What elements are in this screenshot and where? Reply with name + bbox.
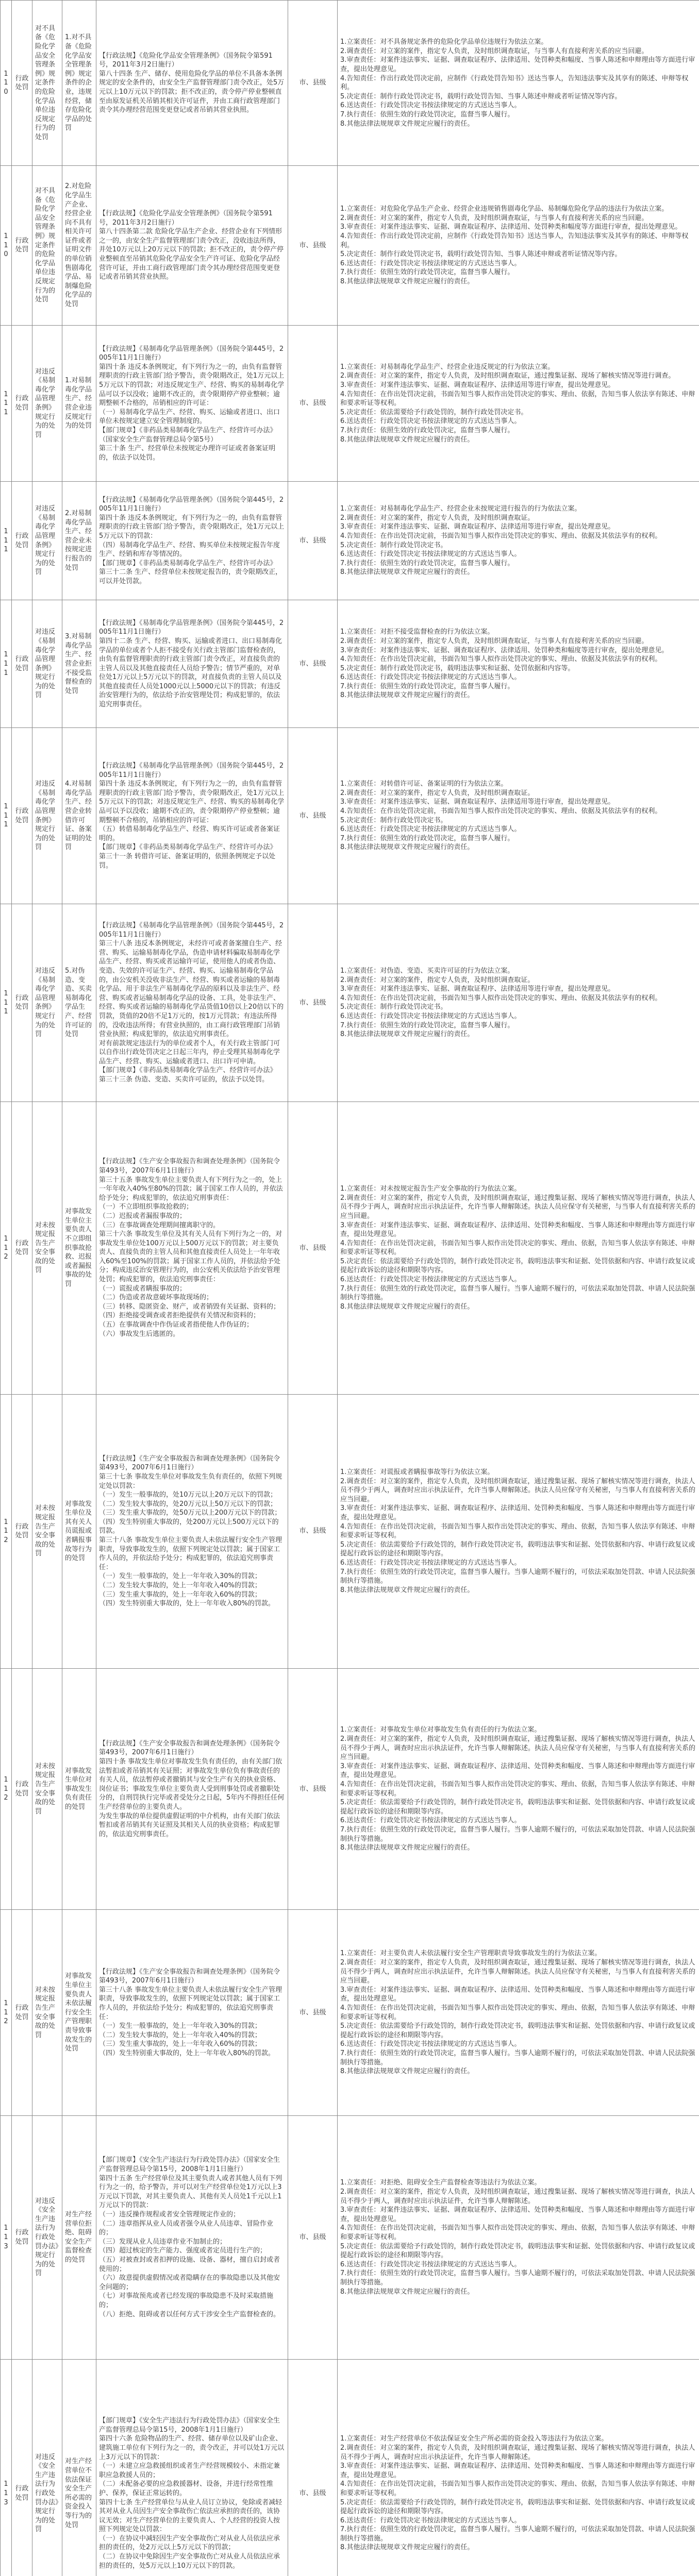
cell-duty: 1.立案责任：对易制毒化学品生产、经营企业未按规定进行报告的行为依法立案。 2.调查责任：对立案的案件，指定专人负责，及时组织调查取证。 3.审查责任：对案件违法事实、证据、调查取证程序、法律适用等进行审查，提出处理意见。 4.告知责任：在作出处罚决定前，书面告知当事人拟作出处罚决定的事实、理由、依据及其依法享有的权利。 5.决定责任：制作行政处罚决定书。 6.送达责任：行政处罚决定书按法律规定的方式送达当事人。 7.执行责任：依照生效的行政处罚决定，监督当事人履行。 8.其他法律法规规章文件规定应履行的责任。 — [338, 482, 699, 600]
cell-kind: 行政处罚 — [12, 1101, 32, 1394]
cell-sub: 对事故发生单位主要负责人不立即组织事故抢救、迟报或者漏报事故的处罚 — [62, 1101, 96, 1394]
cell-item: 对违反《易制毒化学品管理条例》规定行为的处罚 — [32, 904, 62, 1101]
cell-item: 对不具备《危险化学品安全管理条例》规定条件的危险化学品单位违反规定行为的处罚 — [32, 166, 62, 325]
cell-sub: 4.对易制毒化学品生产、经营企业转借许可证、备案证明的处罚 — [62, 728, 96, 904]
cell-basis: 【部门规章】《安全生产违法行为行政处罚办法》（国家安全生产监督管理总局令第15号，2008年1月1日施行） 第四十六条 危险物品的生产、经营、储存单位以及矿山企业、建筑施工单位有下列行为之一的，责令改正，并可以处1万元以上3万元以下的罚款： （一）未建立应急救援组织或者生产经营规模较小、未指定兼职应急救援人员的； （二）未配备必要的应急救援器材、设备，并进行经常性维护、保养，保证正常运转的。 第四十七条 生产经营单位与从业人员订立协议，免除或者减轻其对从业人员因生产安全事故伤亡依法应承担的责任的，该协议无效；对生产经营单位的主要负责人、个人经营的投资人按照下列规定处以罚款： （一）在协议中减轻因生产安全事故伤亡对从业人员依法应承担的责任的，处2万元以上5万元以下的罚款； （二）在协议中免除因生产安全事故伤亡对从业人员依法应承担的责任的，处5万元以上10万元以下的罚款。 — [96, 2359, 288, 2576]
cell-level: 市、县级 — [288, 600, 338, 727]
table-body — [1, 1, 699, 2576]
cell-level: 市、县级 — [288, 1101, 338, 1394]
cell-item: 对未按规定报告生产安全事故的处罚 — [32, 1101, 62, 1394]
cell-kind: 行政处罚 — [12, 1394, 32, 1668]
cell-basis: 【行政法规】《危险化学品安全管理条例》（国务院令第591号，2011年3月2日施行） 第八十四条 生产、储存、使用危险化学品的单位不具备本条例规定的安全条件的，由安全生产监督管理部门责令改正，处5万元以上10万元以下的罚款；拒不改正的，责令停产停业整顿直至由原发证机关吊销其相关许可证件，并由工商行政管理部门责令其办理经营范围变更登记或者吊销其营业执照。 — [96, 1, 288, 166]
cell-duty: 1.立案责任：对未按规定报告生产安全事故的行为依法立案。 2.调查责任：对立案的案件，指定专人负责，及时组织调查取证，通过搜集证据、现场了解核实情况等进行调查，执法人员不得少于两人，调查时应出示执法证件，允许当事人辩解陈述。执法人员应保守有关秘密，与当事人有直接利害关系的应当回避。 3.审查责任：对案件违法事实、证据、调查取证程序、法律适用、处罚种类和幅度、当事人陈述和申辩理由等方面进行审查，提出处理意见。 4.告知责任：在作出处罚决定前，书面告知当事人拟作出处罚决定的事实、理由、依据，告知当事人依法享有陈述、申辩和要求听证等权利。 5.决定责任：依法需要给予行政处罚的，制作行政处罚决定书，载明违法事实和证据、处罚依据和内容、申请行政复议或提起行政诉讼的途径和期限等内容。 6.送达责任：行政处罚决定书按法律规定的方式送达当事人。 7.执行责任：依照生效的行政处罚决定，监督当事人履行。当事人逾期不履行的，可依法采取加处罚款、申请人民法院强制执行等措施。 8.其他法律法规规章文件规定应履行的责任。 — [338, 1101, 699, 1394]
cell-kind: 行政处罚 — [12, 2359, 32, 2576]
cell-sub: 对事故发生单位及其有关人员谎报或者瞒报事故等行为的处罚 — [62, 1394, 96, 1668]
cell-kind: 行政处罚 — [12, 325, 32, 482]
cell-sub: 对事故发生单位对事故发生负有责任的处罚 — [62, 1668, 96, 1909]
table-row — [1, 2115, 699, 2359]
cell-level: 市、县级 — [288, 904, 338, 1101]
cell-sub: 1.对不具备《危险化学品安全管理条例》规定条件的企业，违规经营，储存危险化学品的处罚 — [62, 1, 96, 166]
cell-basis: 【部门规章】《安全生产违法行为行政处罚办法》（国家安全生产监督管理总局令第15号，2008年1月1日施行） 第四十五条 生产经营单位及其主要负责人或者其他人员有下列行为之一的，给予警告，并可以对生产经营单位处1万元以上3万元以下罚款，对其主要负责人、其他有关人员处1千元以上1万元以下的罚款： （一）违反操作规程或者安全管理规定作业的； （二）违章指挥从业人员或者强令从业人员违章、冒险作业的； （三）发现从业人员违章作业不加制止的； （四）超过核定的生产能力、强度或者定员进行生产的； （五）对被查封或者扣押的设施、设备、器材，擅自启封或者使用的； （六）故意提供虚假情况或者隐瞒存在的事故隐患以及其他安全问题的； （七）对事故预兆或者已经发现的事故隐患不及时采取措施的； （八）拒绝、阻碍或者以任何方式干涉安全生产监督检查的。 — [96, 2115, 288, 2359]
table-row — [1, 325, 699, 482]
cell-basis: 【行政法规】《生产安全事故报告和调查处理条例》（国务院令第493号，2007年6月1日施行） 第三十七条 事故发生单位对事故发生负有责任的，依照下列规定处以罚款： （一）发生一般事故的，处10万元以上20万元以下的罚款； （二）发生较大事故的，处20万元以上50万元以下的罚款； （三）发生重大事故的，处50万元以上200万元以下的罚款； （四）发生特别重大事故的，处200万元以上500万元以下的罚款。 第三十八条 事故发生单位主要负责人未依法履行安全生产管理职责，导致事故发生的，依照下列规定处以罚款；属于国家工作人员的，并依法给予处分；构成犯罪的，依法追究刑事责任： （一）发生一般事故的，处上一年年收入30%的罚款； （二）发生较大事故的，处上一年年收入40%的罚款； （三）发生重大事故的，处上一年年收入60%的罚款； （四）发生特别重大事故的，处上一年年收入80%的罚款。 — [96, 1394, 288, 1668]
cell-seq: 113 — [1, 2115, 12, 2359]
cell-kind: 行政处罚 — [12, 728, 32, 904]
cell-kind: 行政处罚 — [12, 1910, 32, 2116]
cell-basis: 【行政法规】《易制毒化学品管理条例》（国务院令第445号，2005年11月1日施行） 第四十条 违反本条例规定，有下列行为之一的，由负有监督管理职责的行政主管部门给予警告，责令限期改正，处1万元以上5万元以下的罚款： （四）易制毒化学品生产、经营、购买单位未按规定报告年度生产、经销和库存等情况的。 【部门规章】《非药品类易制毒化学品生产、经营许可办法》 第三十二条 生产、经营单位未按规定报告的，责令限期改正，可以并处罚款。 — [96, 482, 288, 600]
cell-seq: 110 — [1, 166, 12, 325]
cell-kind: 行政处罚 — [12, 904, 32, 1101]
table-row — [1, 1394, 699, 1668]
table-row — [1, 600, 699, 727]
cell-kind: 行政处罚 — [12, 1, 32, 166]
cell-seq: 111 — [1, 325, 12, 482]
cell-item: 对违反《易制毒化学品管理条例》规定行为的处罚 — [32, 600, 62, 727]
table-row — [1, 1910, 699, 2116]
cell-level: 市、县级 — [288, 1394, 338, 1668]
cell-duty: 1.立案责任：对拒绝、阻碍安全生产监督检查等违法行为依法立案。 2.调查责任：对立案的案件，指定专人负责，及时组织调查取证，通过搜集证据、现场了解核实情况等进行调查，执法人员不得少于两人，调查时应出示执法证件，允许当事人辩解陈述。 3.审查责任：对案件违法事实、证据、调查取证程序、法律适用、处罚种类和幅度、当事人陈述和申辩理由等方面进行审查，提出处理意见。 4.告知责任：在作出处罚决定前，书面告知当事人拟作出处罚决定的事实、理由、依据，告知当事人依法享有陈述、申辩和要求听证等权利。 5.决定责任：依法需要给予行政处罚的，制作行政处罚决定书，载明违法事实和证据、处罚依据和内容、申请行政复议或提起行政诉讼的途径和期限等内容。 6.送达责任：行政处罚决定书按法律规定的方式送达当事人。 7.执行责任：依照生效的行政处罚决定，监督当事人履行。当事人逾期不履行的，可依法采取加处罚款、申请人民法院强制执行等措施。 8.其他法律法规规章文件规定应履行的责任。 — [338, 2115, 699, 2359]
cell-basis: 【行政法规】《易制毒化学品管理条例》（国务院令第445号，2005年11月1日施行） 第四十条 违反本条例规定，有下列行为之一的，由负有监督管理职责的行政主管部门给予警告，责令限期改正，处1万元以上5万元以下的罚款；对违反规定生产、经营、购买的易制毒化学品可以予以没收；逾期不改正的，责令限期停产停业整顿；逾期整顿不合格的，吊销相应的许可证： （一）易制毒化学品生产、经营、购买、运输或者进口、出口单位未按规定建立安全管理制度的。 【部门规章】《非药品类易制毒化学品生产、经营许可办法》（国家安全生产监督管理总局令第5号） 第三十条 生产、经营单位未按规定办理许可证或者备案证明的，依法予以处罚。 — [96, 325, 288, 482]
cell-level: 市、县级 — [288, 2115, 338, 2359]
cell-duty: 1.立案责任：对转借许可证、备案证明的行为依法立案。 2.调查责任：对立案的案件，指定专人负责，及时组织调查取证。 3.审查责任：对案件违法事实、证据、调查取证程序、法律适用等进行审查，提出处理意见。 4.告知责任：在作出处罚决定前，书面告知当事人拟作出处罚决定的事实、理由、依据及其依法享有的权利。 5.决定责任：制作行政处罚决定书。 6.送达责任：行政处罚决定书按法律规定的方式送达当事人。 7.执行责任：依照生效的行政处罚决定，监督当事人履行。 8.其他法律法规规章文件规定应履行的责任。 — [338, 728, 699, 904]
cell-item: 对违反《安全生产违法行为行政处罚办法》规定行为的处罚 — [32, 2115, 62, 2359]
cell-seq: 111 — [1, 904, 12, 1101]
cell-level: 市、县级 — [288, 482, 338, 600]
cell-duty: 1.立案责任：对拒不接受监督检查的行为依法立案。 2.调查责任：对立案的案件，指定专人负责，及时组织调查取证，与当事人有直接利害关系的应当回避。 3.审查责任：对案件违法事实、证据、调查取证程序、法律适用、处罚种类和幅度等进行审查，提出处理意见。 4.告知责任：在作出处罚决定前，书面告知当事人拟作出处罚决定的事实、理由、依据及其依法享有的权利。 5.决定责任：制作行政处罚决定书，载明违法事实和证据、处罚依据和内容等。 6.送达责任：行政处罚决定书按法律规定的方式送达当事人。 7.执行责任：依照生效的行政处罚决定，监督当事人履行。 8.其他法律法规规章文件规定应履行的责任。 — [338, 600, 699, 727]
table-row — [1, 2359, 699, 2576]
cell-basis: 【行政法规】《易制毒化学品管理条例》（国务院令第445号，2005年11月1日施行） 第四十二条 生产、经营、购买、运输或者进口、出口易制毒化学品的单位或者个人拒不接受有关行政主管部门监督检查的，由负有监督管理职责的行政主管部门责令改正，对直接负责的主管人员以及其他直接责任人员给予警告；情节严重的，对单位处1万元以上5万元以下的罚款，对直接负责的主管人员以及其他直接责任人员处1000元以上5000元以下的罚款；有违反治安管理行为的，依法给予治安管理处罚；构成犯罪的，依法追究刑事责任。 — [96, 600, 288, 727]
cell-duty: 1.立案责任：对谎报或者瞒报事故等行为依法立案。 2.调查责任：对立案的案件，指定专人负责，及时组织调查取证，通过搜集证据、现场了解核实情况等进行调查，执法人员不得少于两人，调查时应出示执法证件，允许当事人辩解陈述。执法人员应保守有关秘密，与当事人有直接利害关系的应当回避。 3.审查责任：对案件违法事实、证据、调查取证程序、法律适用、处罚种类和幅度、当事人陈述和申辩理由等方面进行审查，提出处理意见。 4.告知责任：在作出处罚决定前，书面告知当事人拟作出处罚决定的事实、理由、依据，告知当事人依法享有陈述、申辩和要求听证等权利。 5.决定责任：依法需要给予行政处罚的，制作行政处罚决定书，载明违法事实和证据、处罚依据和内容、申请行政复议或提起行政诉讼的途径和期限等内容。 6.送达责任：行政处罚决定书按法律规定的方式送达当事人。 7.执行责任：依照生效的行政处罚决定，监督当事人履行。当事人逾期不履行的，可依法采取加处罚款、申请人民法院强制执行等措施。 8.其他法律法规规章文件规定应履行的责任。 — [338, 1394, 699, 1668]
table-row — [1, 904, 699, 1101]
table-row — [1, 1, 699, 166]
cell-seq: 113 — [1, 2359, 12, 2576]
cell-item: 对未按规定报告生产安全事故的处罚 — [32, 1668, 62, 1909]
cell-seq: 111 — [1, 728, 12, 904]
table-row — [1, 1101, 699, 1394]
cell-level: 市、县级 — [288, 166, 338, 325]
cell-basis: 【行政法规】《危险化学品安全管理条例》（国务院令第591号，2011年3月2日施行） 第八十四条第二款 危险化学品生产企业、经营企业有下列情形之一的，由安全生产监督管理部门责令改正，没收违法所得，并处10万元以上20万元以下的罚款；拒不改正的，责令停产停业整顿直至吊销其危险化学品安全生产许可证、危险化学品经营许可证，并由工商行政管理部门责令其办理经营范围变更登记或者吊销其营业执照。 — [96, 166, 288, 325]
cell-kind: 行政处罚 — [12, 1668, 32, 1909]
cell-item: 对违反《易制毒化学品管理条例》规定行为的处罚 — [32, 325, 62, 482]
cell-sub: 2.对易制毒化学品生产、经营企业未按规定进行报告的处罚 — [62, 482, 96, 600]
cell-basis: 【行政法规】《易制毒化学品管理条例》（国务院令第445号，2005年11月1日施行） 第四十条 违反本条例规定，有下列行为之一的，由负有监督管理职责的行政主管部门给予警告，责令限期改正，处1万元以上5万元以下的罚款；对违反规定生产、经营、购买的易制毒化学品可以予以没收；逾期不改正的，责令限期停产停业整顿；逾期整顿不合格的，吊销相应的许可证： （五）转借易制毒化学品生产、经营、购买许可证或者备案证明的。 【部门规章】《非药品类易制毒化学品生产、经营许可办法》 第三十一条 转借许可证、备案证明的，依照条例规定予以处罚。 — [96, 728, 288, 904]
cell-sub: 2.对危险化学品生产企业、经营企业向不具有相关许可证件或者证明文件的单位销售剧毒化学品、易制爆危险化学品的处罚 — [62, 166, 96, 325]
cell-duty: 1.立案责任：对易制毒化学品生产、经营企业违反规定的行为依法立案。 2.调查责任：对立案的案件，指定专人负责，及时组织调查取证，通过搜集证据、现场了解核实情况等进行调查。 3.审查责任：对案件违法事实、证据、调查取证程序、法律适用等进行审查，提出处理意见。 4.告知责任：在作出处罚决定前，书面告知当事人拟作出处罚决定的事实、理由、依据，告知当事人依法享有陈述、申辩和要求听证等权利。 5.决定责任：依法需要给予行政处罚的，制作行政处罚决定书。 6.送达责任：行政处罚决定书按法律规定的方式送达当事人。 7.执行责任：依照生效的行政处罚决定，监督当事人履行。 8.其他法律法规规章文件规定应履行的责任。 — [338, 325, 699, 482]
cell-level: 市、县级 — [288, 1668, 338, 1909]
cell-basis: 【行政法规】《生产安全事故报告和调查处理条例》（国务院令第493号，2007年6月1日施行） 第三十八条 事故发生单位主要负责人未依法履行安全生产管理职责，导致事故发生的，依照下列规定处以罚款；属于国家工作人员的，并依法给予处分；构成犯罪的，依法追究刑事责任： （一）发生一般事故的，处上一年年收入30%的罚款； （二）发生较大事故的，处上一年年收入40%的罚款； （三）发生重大事故的，处上一年年收入60%的罚款； （四）发生特别重大事故的，处上一年年收入80%的罚款。 — [96, 1910, 288, 2116]
table-row — [1, 482, 699, 600]
cell-item: 对违反《易制毒化学品管理条例》规定行为的处罚 — [32, 482, 62, 600]
cell-sub: 对生产经营单位不依法保证安全生产所必需的资金投入等行为的处罚 — [62, 2359, 96, 2576]
cell-level: 市、县级 — [288, 728, 338, 904]
cell-seq: 111 — [1, 600, 12, 727]
cell-kind: 行政处罚 — [12, 2115, 32, 2359]
cell-duty: 1.立案责任：对事故发生单位对事故发生负有责任的行为依法立案。 2.调查责任：对立案的案件，指定专人负责，及时组织调查取证，通过搜集证据、现场了解核实情况等进行调查，执法人员不得少于两人，调查时应出示执法证件，允许当事人辩解陈述。执法人员应保守有关秘密，与当事人有直接利害关系的应当回避。 3.审查责任：对案件违法事实、证据、调查取证程序、法律适用、处罚种类和幅度、当事人陈述和申辩理由等方面进行审查，提出处理意见。 4.告知责任：在作出处罚决定前，书面告知当事人拟作出处罚决定的事实、理由、依据，告知当事人依法享有陈述、申辩和要求听证等权利。 5.决定责任：依法需要给予行政处罚的，制作行政处罚决定书，载明违法事实和证据、处罚依据和内容、申请行政复议或提起行政诉讼的途径和期限等内容。 6.送达责任：行政处罚决定书按法律规定的方式送达当事人。 7.执行责任：依照生效的行政处罚决定，监督当事人履行。当事人逾期不履行的，可依法采取加处罚款、申请人民法院强制执行等措施。 8.其他法律法规规章文件规定应履行的责任。 — [338, 1668, 699, 1909]
cell-duty: 1.立案责任：对主要负责人未依法履行安全生产管理职责导致事故发生的行为依法立案。 2.调查责任：对立案的案件，指定专人负责，及时组织调查取证，通过搜集证据、现场了解核实情况等进行调查，执法人员不得少于两人，调查时应出示执法证件，允许当事人辩解陈述。执法人员应保守有关秘密，与当事人有直接利害关系的应当回避。 3.审查责任：对案件违法事实、证据、调查取证程序、法律适用、处罚种类和幅度、当事人陈述和申辩理由等方面进行审查，提出处理意见。 4.告知责任：在作出处罚决定前，书面告知当事人拟作出处罚决定的事实、理由、依据，告知当事人依法享有陈述、申辩和要求听证等权利。 5.决定责任：依法需要给予行政处罚的，制作行政处罚决定书，载明违法事实和证据、处罚依据和内容、申请行政复议或提起行政诉讼的途径和期限等内容。 6.送达责任：行政处罚决定书按法律规定的方式送达当事人。 7.执行责任：依照生效的行政处罚决定，监督当事人履行。当事人逾期不履行的，可依法采取加处罚款、申请人民法院强制执行等措施。 8.其他法律法规规章文件规定应履行的责任。 — [338, 1910, 699, 2116]
cell-sub: 1.对易制毒化学品生产、经营企业违反规定行为的处罚 — [62, 325, 96, 482]
cell-basis: 【行政法规】《生产安全事故报告和调查处理条例》（国务院令第493号，2007年6月1日施行） 第四十条 事故发生单位对事故发生负有责任的，由有关部门依法暂扣或者吊销其有关证照；对事故发生单位负有事故责任的有关人员，依法暂停或者撤销其与安全生产有关的执业资格、岗位证书；事故发生单位主要负责人受到刑事处罚或者撤职处分的，自刑罚执行完毕或者受处分之日起，5年内不得担任任何生产经营单位的主要负责人。 为发生事故的单位提供虚假证明的中介机构，由有关部门依法暂扣或者吊销其有关证照及其相关人员的执业资格；构成犯罪的，依法追究刑事责任。 — [96, 1668, 288, 1909]
cell-item: 对不具备《危险化学品安全管理条例》规定条件的危险化学品单位违反规定行为的处罚 — [32, 1, 62, 166]
cell-seq: 112 — [1, 1910, 12, 2116]
cell-kind: 行政处罚 — [12, 482, 32, 600]
cell-level: 市、县级 — [288, 1, 338, 166]
cell-item: 对未按规定报告生产安全事故的处罚 — [32, 1910, 62, 2116]
cell-sub: 对生产经营单位拒绝、阻碍安全生产监督检查的处罚 — [62, 2115, 96, 2359]
cell-sub: 5.对伪造、变造、买卖易制毒化学品生产、经营许可证的处罚 — [62, 904, 96, 1101]
cell-kind: 行政处罚 — [12, 600, 32, 727]
cell-item: 对未按规定报告生产安全事故的处罚 — [32, 1394, 62, 1668]
cell-level: 市、县级 — [288, 2359, 338, 2576]
cell-seq: 111 — [1, 482, 12, 600]
cell-seq: 112 — [1, 1668, 12, 1909]
cell-sub: 3.对易制毒化学品生产、经营企业拒不接受监督检查的处罚 — [62, 600, 96, 727]
cell-seq: 112 — [1, 1394, 12, 1668]
cell-item: 对违反《安全生产违法行为行政处罚办法》规定行为的处罚 — [32, 2359, 62, 2576]
cell-kind: 行政处罚 — [12, 166, 32, 325]
cell-basis: 【行政法规】《易制毒化学品管理条例》（国务院令第445号，2005年11月1日施行） 第三十八条 违反本条例规定，未经许可或者备案擅自生产、经营、购买、运输易制毒化学品，伪造申请材料骗取易制毒化学品生产、经营、购买或者运输许可证，使用他人的或者伪造、变造、失效的许可证生产、经营、购买、运输易制毒化学品的，由公安机关没收非法生产、经营、购买或者运输的易制毒化学品、用于非法生产易制毒化学品的原料以及非法生产、经营、购买或者运输易制毒化学品的设备、工具，处非法生产、经营、购买或者运输的易制毒化学品货值10倍以上20倍以下的罚款，货值的20倍不足1万元的，按1万元罚款；有违法所得的，没收违法所得；有营业执照的，由工商行政管理部门吊销营业执照；构成犯罪的，依法追究刑事责任。 对有前款规定违法行为的单位或者个人，有关行政主管部门可以自作出行政处罚决定之日起三年内，停止受理其易制毒化学品生产、经营、购买、运输或者进口、出口许可申请。 【部门规章】《非药品类易制毒化学品生产、经营许可办法》 第三十三条 伪造、变造、买卖许可证的，依法予以处罚。 — [96, 904, 288, 1101]
cell-sub: 对事故发生单位主要负责人未依法履行安全生产管理职责导致事故发生的处罚 — [62, 1910, 96, 2116]
cell-level: 市、县级 — [288, 325, 338, 482]
table-row — [1, 166, 699, 325]
cell-seq: 110 — [1, 1, 12, 166]
table-row — [1, 728, 699, 904]
cell-basis: 【行政法规】《生产安全事故报告和调查处理条例》（国务院令第493号，2007年6月1日施行） 第三十五条 事故发生单位主要负责人有下列行为之一的，处上一年年收入40%至80%的罚款；属于国家工作人员的，并依法给予处分；构成犯罪的，依法追究刑事责任： （一）不立即组织事故抢救的； （二）迟报或者漏报事故的； （三）在事故调查处理期间擅离职守的。 第三十六条 事故发生单位及其有关人员有下列行为之一的，对事故发生单位处100万元以上500万元以下的罚款；对主要负责人、直接负责的主管人员和其他直接责任人员处上一年年收入60%至100%的罚款；属于国家工作人员的，并依法给予处分；构成违反治安管理行为的，由公安机关依法给予治安管理处罚；构成犯罪的，依法追究刑事责任： （一）谎报或者瞒报事故的； （二）伪造或者故意破坏事故现场的； （三）转移、隐匿资金、财产，或者销毁有关证据、资料的； （四）拒绝接受调查或者拒绝提供有关情况和资料的； （五）在事故调查中作伪证或者指使他人作伪证的； （六）事故发生后逃匿的。 — [96, 1101, 288, 1394]
cell-item: 对违反《易制毒化学品管理条例》规定行为的处罚 — [32, 728, 62, 904]
cell-duty: 1.立案责任：对不具备规定条件的危险化学品单位违规行为依法立案。 2.调查责任：对立案的案件，指定专人负责，及时组织调查取证，与当事人有直接利害关系的应当回避。 3.审查责任：对案件违法事实、证据、调查取证程序、法律适用、处罚种类和幅度、当事人陈述和申辩理由等方面进行审查，提出处理意见。 4.告知责任：作出行政处罚决定前，应制作《行政处罚告知书》送达当事人，告知违法事实及其享有的陈述、申辩等权利。 5.决定责任：制作行政处罚决定书，载明行政处罚告知、当事人陈述申辩或者听证情况等内容。 6.送达责任：行政处罚决定书按法律规定的方式送达当事人。 7.执行责任：依照生效的行政处罚决定，监督当事人履行。 8.其他法律法规规章文件规定应履行的责任。 — [338, 1, 699, 166]
cell-duty: 1.立案责任：对危险化学品生产企业、经营企业违规销售剧毒化学品、易制爆危险化学品的违法行为依法立案。 2.调查责任：对立案的案件，指定专人负责，及时组织调查取证，与当事人有直接利害关系的应当回避。 3.审查责任：对案件违法事实、证据、调查取证程序、法律适用、处罚种类和幅度等方面进行审查，提出处理意见。 4.告知责任：作出行政处罚决定前，应制作《行政处罚告知书》送达当事人，告知违法事实及其享有的陈述、申辩等权利。 5.决定责任：制作行政处罚决定书，载明行政处罚告知、当事人陈述申辩或者听证情况等内容。 6.送达责任：行政处罚决定书按法律规定的方式送达当事人。 7.执行责任：依照生效的行政处罚决定，监督当事人履行。 8.其他法律法规规章文件规定应履行的责任。 — [338, 166, 699, 325]
cell-duty: 1.立案责任：对伪造、变造、买卖许可证的行为依法立案。 2.调查责任：对立案的案件，指定专人负责，及时组织调查取证。 3.审查责任：对案件违法事实、证据、调查取证程序、法律适用等进行审查，提出处理意见。 4.告知责任：在作出处罚决定前，书面告知当事人拟作出处罚决定的事实、理由、依据及其依法享有的权利。 5.决定责任：制作行政处罚决定书。 6.送达责任：行政处罚决定书按法律规定的方式送达当事人。 7.执行责任：依照生效的行政处罚决定，监督当事人履行。 8.其他法律法规规章文件规定应履行的责任。 — [338, 904, 699, 1101]
table-row — [1, 1668, 699, 1909]
cell-seq: 112 — [1, 1101, 12, 1394]
cell-duty: 1.立案责任：对生产经营单位不依法保证安全生产所必需的资金投入等违法行为依法立案。 2.调查责任：对立案的案件，指定专人负责，及时组织调查取证，通过搜集证据、现场了解核实情况等进行调查，执法人员不得少于两人，调查时应出示执法证件，允许当事人辩解陈述。 3.审查责任：对案件违法事实、证据、调查取证程序、法律适用、处罚种类和幅度、当事人陈述和申辩理由等方面进行审查，提出处理意见。 4.告知责任：在作出处罚决定前，书面告知当事人拟作出处罚决定的事实、理由、依据，告知当事人依法享有陈述、申辩和要求听证等权利。 5.决定责任：依法需要给予行政处罚的，制作行政处罚决定书，载明违法事实和证据、处罚依据和内容、申请行政复议或提起行政诉讼的途径和期限等内容。 6.送达责任：行政处罚决定书按法律规定的方式送达当事人。 7.执行责任：依照生效的行政处罚决定，监督当事人履行。当事人逾期不履行的，可依法采取加处罚款、申请人民法院强制执行等措施。 8.其他法律法规规章文件规定应履行的责任。 — [338, 2359, 699, 2576]
cell-level: 市、县级 — [288, 1910, 338, 2116]
